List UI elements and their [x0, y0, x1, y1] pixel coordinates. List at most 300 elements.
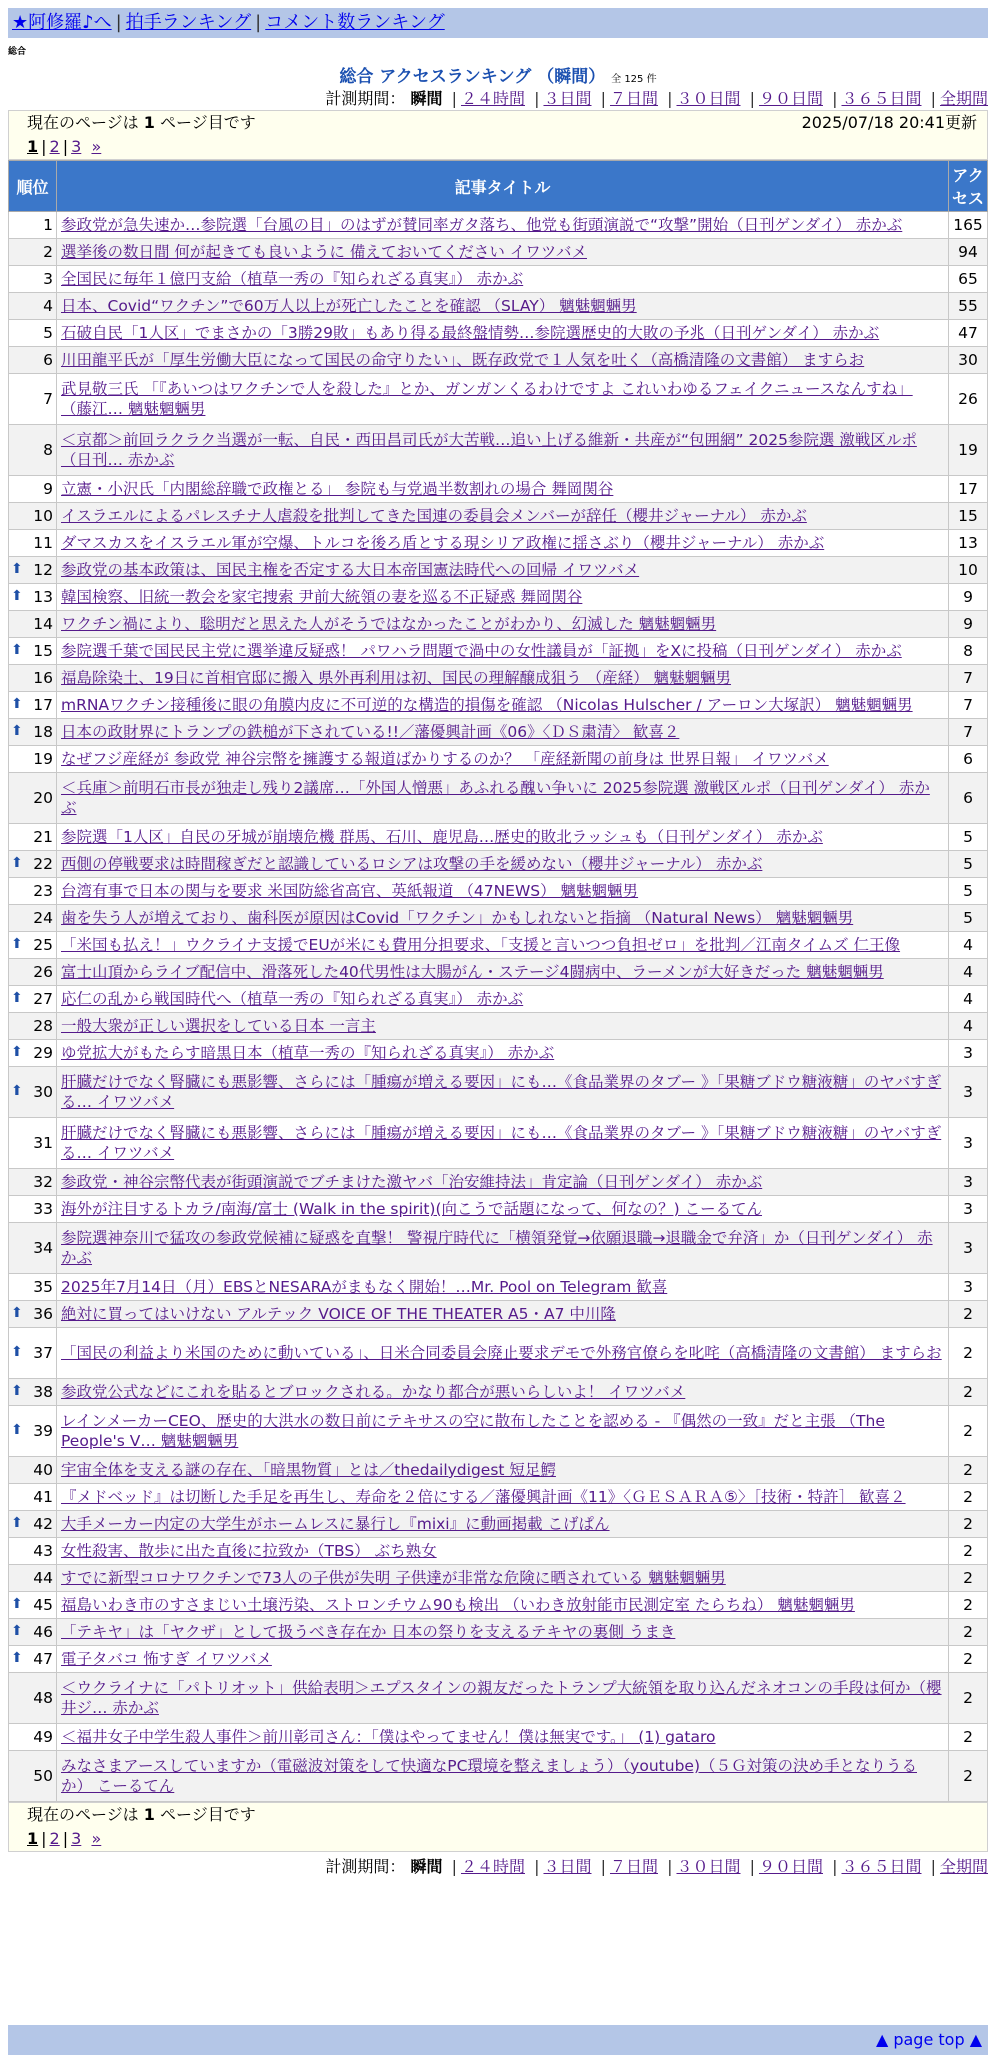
rank-number: 37 — [33, 1344, 53, 1362]
rank-cell — [9, 1013, 57, 1040]
rank-up-arrow-icon: ⬆ — [11, 1383, 23, 1399]
article-link[interactable]: 絶対に買ってはいけない アルテック VOICE OF THE THEATER A5・A7 中川隆 — [61, 1305, 616, 1323]
article-link[interactable]: ＜ウクライナに「パトリオット」供給表明＞エプスタインの親友だったトランプ大統領を取り込んだネオコンの手段は何か（櫻井ジ… 赤かぶ — [61, 1679, 942, 1717]
article-link[interactable]: みなさまアースしていますか（電磁波対策をして快適なPC環境を整えましょう）（youtube)（５Ｇ対策の決め手となりうるか） こーるてん — [61, 1757, 917, 1795]
article-link[interactable]: 宇宙全体を支える謎の存在、「暗黒物質」とは／thedailydigest 短足鰐 — [61, 1461, 556, 1479]
rank-number: 39 — [33, 1422, 53, 1440]
title-cell — [57, 1169, 949, 1196]
access-count: 3 — [949, 1274, 988, 1301]
article-link[interactable]: ＜兵庫＞前明石市長が独走し残り2議席…「外国人憎悪」あふれる醜い争いに 2025参院選 激戦区ルポ（日刊ゲンダイ） 赤かぶ — [61, 779, 930, 817]
rank-cell — [9, 374, 57, 425]
title-cell — [57, 347, 949, 374]
rank-number: 7 — [43, 390, 53, 408]
rank-number: 47 — [33, 1650, 53, 1668]
title-cell — [57, 1538, 949, 1565]
rank-cell — [9, 425, 57, 476]
rank-number: 21 — [33, 828, 53, 846]
rank-cell — [9, 1223, 57, 1274]
title-cell — [57, 1379, 949, 1406]
table-row — [9, 1169, 988, 1196]
access-count: 3 — [949, 1169, 988, 1196]
rank-number: 46 — [33, 1623, 53, 1641]
table-row — [9, 503, 988, 530]
article-link[interactable]: 全国民に毎年１億円支給（植草一秀の『知られざる真実』） 赤かぶ — [61, 270, 524, 288]
access-count: 2 — [949, 1619, 988, 1646]
clap-ranking-link[interactable]: 拍手ランキング — [125, 12, 252, 33]
table-row — [9, 1223, 988, 1274]
title-cell — [57, 1274, 949, 1301]
period-3d[interactable]: ３日間 — [543, 1857, 592, 1876]
access-count: 30 — [949, 347, 988, 374]
access-count: 7 — [949, 719, 988, 746]
title-cell — [57, 1301, 949, 1328]
access-count: 4 — [949, 1013, 988, 1040]
article-link[interactable]: 電子タバコ 怖すぎ イワツバメ — [61, 1650, 272, 1668]
rank-up-arrow-icon: ⬆ — [11, 1044, 23, 1060]
title-cell — [57, 986, 949, 1013]
table-row — [9, 266, 988, 293]
rank-number: 20 — [33, 789, 53, 807]
article-link[interactable]: 参政党公式などにこれを貼るとブロックされる。かなり都合が悪いらしいよ！ イワツバメ — [61, 1383, 686, 1401]
access-count: 5 — [949, 878, 988, 905]
article-link[interactable]: 石破自民「1人区」でまさかの「3勝29敗」もあり得る最終盤情勢…参院選歴史的大敗の予兆（日刊ゲンダイ） 赤かぶ — [61, 324, 880, 342]
rank-cell — [9, 773, 57, 824]
article-link[interactable]: 女性殺害、散歩に出た直後に拉致か（TBS） ぶち熟女 — [61, 1542, 437, 1560]
access-count: 3 — [949, 1118, 988, 1169]
article-link[interactable]: 参院選神奈川で猛攻の参政党候補に疑惑を直撃！ 警視庁時代に「横領発覚→依願退職→退職金で弁済」か（日刊ゲンダイ） 赤かぶ — [61, 1229, 933, 1267]
article-link[interactable]: 「テキヤ」は「ヤクザ」として扱うべき存在か 日本の祭りを支えるテキヤの裏側 うまき — [61, 1623, 676, 1641]
table-row — [9, 719, 988, 746]
article-link[interactable]: 「米国も払え！」ウクライナ支援でEUが米にも費用分担要求、「支援と言いつつ負担ゼロ」を批判／江南タイムズ 仁王像 — [61, 936, 901, 954]
period-30d[interactable]: ３０日間 — [676, 89, 741, 108]
table-row — [9, 1484, 988, 1511]
rank-number: 43 — [33, 1542, 53, 1560]
article-link[interactable]: 参政党が急失速か…参院選「台風の目」のはずが賛同率ガタ落ち、他党も街頭演説で“攻撃”開始（日刊ゲンダイ） 赤かぶ — [61, 216, 903, 234]
rank-cell — [9, 1118, 57, 1169]
rank-cell — [9, 1457, 57, 1484]
article-link[interactable]: 「国民の利益より米国のために動いている」、日米合同委員会廃止要求デモで外務官僚らを叱咤（高橋清隆の文書館） ますらお — [61, 1344, 942, 1362]
rank-cell — [9, 1484, 57, 1511]
rank-cell — [9, 1067, 57, 1118]
period-24h[interactable]: ２４時間 — [460, 1857, 525, 1876]
rank-number: 34 — [33, 1239, 53, 1257]
title-cell — [57, 503, 949, 530]
table-row — [9, 1040, 988, 1067]
title-cell — [57, 584, 949, 611]
title-cell — [57, 1673, 949, 1724]
article-link[interactable]: 大手メーカー内定の大学生がホームレスに暴行し『mixi』に動画掲載 こげぱん — [61, 1515, 610, 1533]
access-count: 2 — [949, 1592, 988, 1619]
period-all[interactable]: 全期間 — [939, 89, 988, 108]
article-link[interactable]: 参政党・神谷宗幣代表が街頭演説でブチまけた激ヤバ「治安維持法」肯定論（日刊ゲンダイ） 赤かぶ — [61, 1173, 763, 1191]
rank-number: 31 — [33, 1134, 53, 1152]
page-1: 1 — [27, 1829, 39, 1848]
access-count: 4 — [949, 986, 988, 1013]
rank-number: 33 — [33, 1200, 53, 1218]
page-info-top — [8, 110, 988, 160]
pagination: 1 | 2 | 3 » — [27, 137, 102, 156]
access-count: 9 — [949, 611, 988, 638]
access-count: 7 — [949, 665, 988, 692]
access-count: 47 — [949, 320, 988, 347]
article-link[interactable]: ワクチン禍により、聡明だと思えた人がそうではなかったことがわかり、幻滅した 魑魅魍魎男 — [61, 615, 717, 633]
access-count: 2 — [949, 1751, 988, 1802]
rank-number: 23 — [33, 882, 53, 900]
page-title-text: 総合 アクセスランキング （瞬間） — [339, 67, 606, 87]
title-cell — [57, 530, 949, 557]
access-count: 7 — [949, 692, 988, 719]
title-cell — [57, 1196, 949, 1223]
article-link[interactable]: 福島除染土、19日に首相官邸に搬入 県外再利用は初、国民の理解醸成狙う （産経） 魑魅魍魎男 — [61, 669, 732, 687]
title-cell — [57, 773, 949, 824]
period-365d[interactable]: ３６５日間 — [841, 89, 922, 108]
access-count: 5 — [949, 824, 988, 851]
rank-cell — [9, 293, 57, 320]
rank-cell — [9, 824, 57, 851]
title-cell — [57, 320, 949, 347]
article-link[interactable]: 肝臓だけでなく腎臓にも悪影響、さらには「腫瘍が増える要因」にも…《食品業界のタブー 》「果糖ブドウ糖液糖」のヤバすぎる… イワツバメ — [61, 1124, 942, 1162]
access-count: 2 — [949, 1379, 988, 1406]
rank-cell — [9, 1538, 57, 1565]
article-link[interactable]: レインメーカーCEO、歴史的大洪水の数日前にテキサスの空に散布したことを認める - 『偶然の一致』だと主張 （The People's V… 魑魅魍魎男 — [61, 1412, 885, 1450]
rank-number: 49 — [33, 1728, 53, 1746]
article-link[interactable]: 歯を失う人が増えており、歯科医が原因はCovid「ワクチン」かもしれないと指摘 （Natural News） 魑魅魍魎男 — [61, 909, 854, 927]
title-cell — [57, 476, 949, 503]
page-top-link[interactable]: ▲ page top ▲ — [875, 2030, 982, 2049]
table-row — [9, 239, 988, 266]
rank-cell — [9, 1196, 57, 1223]
rank-number: 27 — [33, 990, 53, 1008]
table-row — [9, 851, 988, 878]
rank-cell — [9, 1328, 57, 1379]
period-30d[interactable]: ３０日間 — [676, 1857, 741, 1876]
article-link[interactable]: mRNAワクチン接種後に眼の角膜内皮に不可逆的な構造的損傷を確認 （Nicolas Hulscher / アーロン大塚訳） 魑魅魍魎男 — [61, 696, 913, 714]
rank-number: 8 — [43, 441, 53, 459]
table-row — [9, 320, 988, 347]
rank-cell — [9, 932, 57, 959]
rank-up-arrow-icon: ⬆ — [11, 696, 23, 712]
access-count: 55 — [949, 293, 988, 320]
rank-number: 32 — [33, 1173, 53, 1191]
table-row — [9, 1196, 988, 1223]
period-selector-top: 計測期間： 瞬間 | ２４時間 | ３日間 | ７日間 | ３０日間 | ９０日間 | ３６５日間 | 全期間 — [325, 89, 988, 108]
table-row — [9, 746, 988, 773]
table-row — [9, 1274, 988, 1301]
period-90d[interactable]: ９０日間 — [758, 1857, 823, 1876]
table-row — [9, 878, 988, 905]
rank-cell — [9, 557, 57, 584]
access-count: 9 — [949, 584, 988, 611]
rank-cell — [9, 665, 57, 692]
rank-number: 36 — [33, 1305, 53, 1323]
rank-number: 50 — [33, 1767, 53, 1785]
access-count: 15 — [949, 503, 988, 530]
table-row — [9, 1673, 988, 1724]
access-count: 2 — [949, 1673, 988, 1724]
article-link[interactable]: なぜフジ産経が 参政党 神谷宗幣を擁護する報道ばかりするのか？ 「産経新聞の前身は 世界日報」 イワツバメ — [61, 750, 829, 768]
title-cell — [57, 239, 949, 266]
access-count: 165 — [949, 212, 988, 239]
article-link[interactable]: 参院選千葉で国民民主党に選挙違反疑惑！ パワハラ問題で渦中の女性議員が「証拠」をXに投稿（日刊ゲンダイ） 赤かぶ — [61, 642, 902, 660]
page-1: 1 — [27, 137, 39, 156]
title-cell — [57, 638, 949, 665]
table-row — [9, 638, 988, 665]
table-row — [9, 692, 988, 719]
rank-number: 4 — [43, 297, 53, 315]
access-count: 17 — [949, 476, 988, 503]
rank-number: 6 — [43, 351, 53, 369]
rank-cell — [9, 719, 57, 746]
article-link[interactable]: ＜京都＞前回ラクラク当選が一転、自民・西田昌司氏が大苦戦…追い上げる維新・共産が“包囲網” 2025参院選 激戦区ルポ（日刊… 赤かぶ — [61, 431, 917, 469]
rank-cell — [9, 692, 57, 719]
rank-cell — [9, 1565, 57, 1592]
footer-bar — [8, 2025, 988, 2055]
article-link[interactable]: 選挙後の数日間 何が起きても良いように 備えておいてください イワツバメ — [61, 243, 587, 261]
title-cell — [57, 212, 949, 239]
rank-number: 18 — [33, 723, 53, 741]
title-cell — [57, 878, 949, 905]
table-row — [9, 932, 988, 959]
title-cell — [57, 425, 949, 476]
rank-cell — [9, 1646, 57, 1673]
article-link[interactable]: 日本、Covid“ワクチン”で60万人以上が死亡したことを確認 （SLAY） 魑魅魍魎男 — [61, 297, 637, 315]
title-cell — [57, 851, 949, 878]
table-row — [9, 1118, 988, 1169]
table-row — [9, 1724, 988, 1751]
title-cell — [57, 1223, 949, 1274]
rank-number: 44 — [33, 1569, 53, 1587]
access-count: 5 — [949, 905, 988, 932]
table-row — [9, 1301, 988, 1328]
article-link[interactable]: 2025年7月14日（月）EBSとNESARAがまもなく開始！…Mr. Pool on Telegram 歓喜 — [61, 1278, 668, 1296]
rank-number: 9 — [43, 480, 53, 498]
rank-number: 3 — [43, 270, 53, 288]
access-count: 3 — [949, 1223, 988, 1274]
table-row — [9, 212, 988, 239]
table-row — [9, 530, 988, 557]
period-label: 計測期間： — [325, 1857, 406, 1876]
rank-number: 28 — [33, 1017, 53, 1035]
access-count: 2 — [949, 1301, 988, 1328]
rank-cell — [9, 1379, 57, 1406]
rank-cell — [9, 878, 57, 905]
title-cell — [57, 293, 949, 320]
rank-cell — [9, 1169, 57, 1196]
period-7d[interactable]: ７日間 — [609, 1857, 658, 1876]
article-link[interactable]: ダマスカスをイスラエル軍が空爆、トルコを後ろ盾とする現シリア政権に揺さぶり（櫻井ジャーナル） 赤かぶ — [61, 534, 825, 552]
title-cell — [57, 1118, 949, 1169]
rank-number: 5 — [43, 324, 53, 342]
rank-cell — [9, 746, 57, 773]
title-cell — [57, 824, 949, 851]
table-row — [9, 584, 988, 611]
access-count: 2 — [949, 1646, 988, 1673]
access-count: 2 — [949, 1565, 988, 1592]
table-row — [9, 1379, 988, 1406]
period-24h[interactable]: ２４時間 — [460, 89, 525, 108]
rank-cell — [9, 212, 57, 239]
table-row — [9, 986, 988, 1013]
access-count: 3 — [949, 1067, 988, 1118]
article-link[interactable]: ＜福井女子中学生殺人事件＞前川彰司さん：「僕はやってません！僕は無実です。」 (1) gataro — [61, 1728, 716, 1746]
rank-up-arrow-icon: ⬆ — [11, 561, 23, 577]
rank-number: 30 — [33, 1083, 53, 1101]
rank-number: 15 — [33, 642, 53, 660]
rank-number: 45 — [33, 1596, 53, 1614]
title-cell — [57, 1646, 949, 1673]
title-cell — [57, 374, 949, 425]
page-3-link[interactable]: 3 — [71, 137, 82, 156]
period-current: 瞬間 — [410, 89, 443, 108]
table-row — [9, 1328, 988, 1379]
access-count: 19 — [949, 425, 988, 476]
rank-cell — [9, 1592, 57, 1619]
page-info-bottom — [8, 1802, 988, 1852]
rank-cell — [9, 959, 57, 986]
article-link[interactable]: 肝臓だけでなく腎臓にも悪影響、さらには「腫瘍が増える要因」にも…《食品業界のタブー 》「果糖ブドウ糖液糖」のヤバすぎる… イワツバメ — [61, 1073, 942, 1111]
article-link[interactable]: 武見敬三氏 「『あいつはワクチンで人を殺した』とか、ガンガンくるわけですよ これいわゆるフェイクニュースなんすね」 （藤江… 魑魅魍魎男 — [61, 380, 913, 418]
table-row — [9, 1511, 988, 1538]
title-cell — [57, 959, 949, 986]
rank-number: 29 — [33, 1044, 53, 1062]
access-count: 2 — [949, 1538, 988, 1565]
article-link[interactable]: 『メドベッド』は切断した手足を再生し、寿命を２倍にする／藩優興計画《11》〈ＧＥＳＡＲＡ⑤〉［技術・特許］ 歓喜２ — [61, 1488, 906, 1506]
rank-number: 41 — [33, 1488, 53, 1506]
page-title — [0, 62, 996, 87]
rank-up-arrow-icon: ⬆ — [11, 1422, 23, 1438]
period-selector-bottom: 計測期間： 瞬間 | ２４時間 | ３日間 | ７日間 | ３０日間 | ９０日間 | ３６５日間 | 全期間 — [325, 1857, 988, 1876]
access-count: 6 — [949, 773, 988, 824]
rank-cell — [9, 530, 57, 557]
rank-cell — [9, 1406, 57, 1457]
rank-cell — [9, 1751, 57, 1802]
article-link[interactable]: 参政党の基本政策は、国民主権を否定する大日本帝国憲法時代への回帰 イワツバメ — [61, 561, 640, 579]
article-link[interactable]: 一般大衆が正しい選択をしている日本 一言主 — [61, 1017, 376, 1035]
rank-number: 13 — [33, 588, 53, 606]
access-count: 10 — [949, 557, 988, 584]
rank-number: 24 — [33, 909, 53, 927]
title-cell — [57, 905, 949, 932]
article-link[interactable]: 参院選「1人区」自民の牙城が崩壊危機 群馬、石川、鹿児島…歴史的敗北ラッシュも（日刊ゲンダイ） 赤かぶ — [61, 828, 823, 846]
access-count: 4 — [949, 932, 988, 959]
pagination: 1 | 2 | 3 » — [27, 1829, 102, 1848]
rank-cell — [9, 347, 57, 374]
access-count: 5 — [949, 851, 988, 878]
table-row — [9, 1013, 988, 1040]
rank-number: 25 — [33, 936, 53, 954]
rank-up-arrow-icon: ⬆ — [11, 642, 23, 658]
rank-cell — [9, 503, 57, 530]
rank-number: 26 — [33, 963, 53, 981]
access-count: 94 — [949, 239, 988, 266]
period-3d[interactable]: ３日間 — [543, 89, 592, 108]
page-2-link[interactable]: 2 — [49, 137, 60, 156]
article-link[interactable]: すでに新型コロナワクチンで73人の子供が失明 子供達が非常な危険に晒されている 魑魅魍魎男 — [61, 1569, 726, 1587]
table-row — [9, 905, 988, 932]
rank-cell — [9, 1724, 57, 1751]
rank-up-arrow-icon: ⬆ — [11, 936, 23, 952]
access-count: 13 — [949, 530, 988, 557]
rank-number: 48 — [33, 1689, 53, 1707]
title-cell — [57, 1619, 949, 1646]
header-rank: 順位 — [9, 161, 57, 212]
page-3-link[interactable]: 3 — [71, 1829, 82, 1848]
period-7d[interactable]: ７日間 — [609, 89, 658, 108]
article-link[interactable]: 台湾有事で日本の関与を要求 米国防総省高官、英紙報道 （47NEWS） 魑魅魍魎男 — [61, 882, 639, 900]
next-page-link[interactable]: » — [91, 1829, 102, 1848]
rank-number: 35 — [33, 1278, 53, 1296]
category-label: 総合 — [8, 47, 27, 57]
article-link[interactable]: ゆ党拡大がもたらす暗黒日本（植草一秀の『知られざる真実』） 赤かぶ — [61, 1044, 555, 1062]
period-all[interactable]: 全期間 — [939, 1857, 988, 1876]
rank-number: 40 — [33, 1461, 53, 1479]
rank-cell — [9, 584, 57, 611]
table-row — [9, 1565, 988, 1592]
rank-up-arrow-icon: ⬆ — [11, 855, 23, 871]
title-cell — [57, 1751, 949, 1802]
access-count: 26 — [949, 374, 988, 425]
article-link[interactable]: 海外が注目するトカラ/南海/富士 (Walk in the spirit)(向こうで話題になって、何なの？) こーるてん — [61, 1200, 763, 1218]
comment-ranking-link[interactable]: コメント数ランキング — [265, 12, 445, 33]
article-link[interactable]: イスラエルによるパレスチナ人虐殺を批判してきた国連の委員会メンバーが辞任（櫻井ジャーナル） 赤かぶ — [61, 507, 807, 525]
access-count: 6 — [949, 746, 988, 773]
rank-number: 22 — [33, 855, 53, 873]
rank-up-arrow-icon: ⬆ — [11, 1305, 23, 1321]
article-link[interactable]: 西側の停戦要求は時間稼ぎだと認識しているロシアは攻撃の手を緩めない（櫻井ジャーナル） 赤かぶ — [61, 855, 763, 873]
article-link[interactable]: 韓国検察、旧統一教会を家宅捜索 尹前大統領の妻を巡る不正疑惑 舞岡関谷 — [61, 588, 583, 606]
period-365d[interactable]: ３６５日間 — [841, 1857, 922, 1876]
table-row — [9, 665, 988, 692]
rank-number: 42 — [33, 1515, 53, 1533]
period-current: 瞬間 — [410, 1857, 443, 1876]
table-row — [9, 1646, 988, 1673]
next-page-link[interactable]: » — [91, 137, 102, 156]
title-cell — [57, 1484, 949, 1511]
rank-up-arrow-icon: ⬆ — [11, 1515, 23, 1531]
title-cell — [57, 1013, 949, 1040]
article-link[interactable]: 富士山頂からライブ配信中、滑落死した40代男性は大腸がん・ステージ4闘病中、ラーメンが大好きだった 魑魅魍魎男 — [61, 963, 884, 981]
title-cell — [57, 665, 949, 692]
article-link[interactable]: 川田龍平氏が「厚生労働大臣になって国民の命守りたい」、既存政党で１人気を吐く（高橋清隆の文書館） ますらお — [61, 351, 865, 369]
current-page-text: 現在のページは 1 ページ目です — [27, 113, 256, 132]
rank-number: 12 — [33, 561, 53, 579]
article-link[interactable]: 日本の政財界にトランプの鉄槌が下されている!!／藩優興計画《06》〈ＤＳ粛清〉 歓喜２ — [61, 723, 680, 741]
title-cell — [57, 1328, 949, 1379]
article-link[interactable]: 応仁の乱から戦国時代へ（植草一秀の『知られざる真実』） 赤かぶ — [61, 990, 524, 1008]
table-row — [9, 1406, 988, 1457]
rank-number: 38 — [33, 1383, 53, 1401]
rank-cell — [9, 1673, 57, 1724]
rank-up-arrow-icon: ⬆ — [11, 1083, 23, 1099]
item-count: 全 125 件 — [611, 74, 657, 85]
rank-up-arrow-icon: ⬆ — [11, 1623, 23, 1639]
table-row — [9, 293, 988, 320]
title-cell — [57, 557, 949, 584]
site-home-link[interactable]: ★阿修羅♪へ — [12, 12, 112, 33]
article-link[interactable]: 立憲・小沢氏「内閣総辞職で政権とる」 参院も与党過半数割れの場合 舞岡関谷 — [61, 480, 614, 498]
access-count: 8 — [949, 638, 988, 665]
nav-separator: | — [115, 12, 122, 33]
rank-number: 14 — [33, 615, 53, 633]
table-row — [9, 1592, 988, 1619]
page-2-link[interactable]: 2 — [49, 1829, 60, 1848]
title-cell — [57, 1406, 949, 1457]
period-90d[interactable]: ９０日間 — [758, 89, 823, 108]
article-link[interactable]: 福島いわき市のすさまじい土壌汚染、ストロンチウム90も検出 （いわき放射能市民測定室 たらちね） 魑魅魍魎男 — [61, 1596, 855, 1614]
ranking-table — [8, 160, 988, 1802]
title-cell — [57, 1511, 949, 1538]
rank-cell — [9, 1511, 57, 1538]
